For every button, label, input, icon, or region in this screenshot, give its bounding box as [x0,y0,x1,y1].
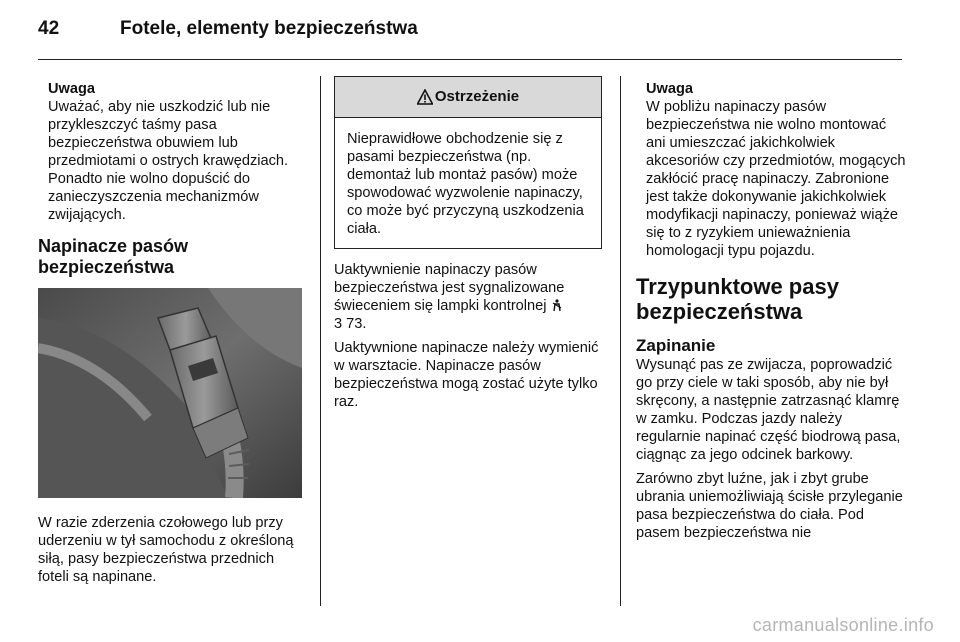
page-number: 42 [38,18,60,39]
warning-text: Nieprawidłowe obchodzenie się z pasami bezpieczeństwa (np. demontaż lub montaż pasów) może spowodować wyzwolenie napinaczy, co może być przyczyną uszkodzenia ciała. [347,131,584,237]
warning-title: Ostrzeżenie [434,88,520,105]
section-heading-pretensioners: Napinacze pasów bezpieczeństwa [38,236,189,277]
note-block-right [646,80,906,260]
activation-paragraph [334,261,604,333]
note-text: Uważać, aby nie uszkodzić lub nie przykleszczyć taśmy pasa bezpieczeństwa obuwiem lub przedmiotami o ostrych krawędziach. Ponadto nie wolno dopuścić do zanieczyszczenia mechanizmów zwijających. [48,99,289,223]
page-header [38,18,902,54]
note-block [48,80,306,224]
activation-text: Uaktywnienie napinaczy pasów bezpieczeństwa jest sygnalizowane świeceniem się lampki kontrolnej [334,262,565,314]
warning-header [335,77,601,118]
page-title: Fotele, elementy bezpieczeństwa [120,18,418,39]
warning-triangle-icon [417,89,433,105]
clothing-paragraph: Zarówno zbyt luźne, jak i zbyt grube ubrania uniemożliwiają ścisłe przyleganie pasa bezpieczeństwa do ciała. Pod pasem bezpieczeństwa nie [636,471,903,541]
header-rule [38,59,902,60]
column-middle [334,68,604,417]
fastening-paragraph: Wysunąć pas ze zwijacza, poprowadzić go przy ciele w taki sposób, aby nie był skręcony, a następnie zatrzasnąć klamrę w zamku. Podczas jazdy należy regularnie napinać część biodrową pasa, ciągnąc za jego odcinek barkowy. [636,357,901,463]
column-divider-1 [320,76,321,606]
column-right [636,68,906,548]
column-divider-2 [620,76,621,606]
watermark-text: carmanualsonline.info [752,615,934,635]
note-text-right: W pobliżu napinaczy pasów bezpieczeństwa nie wolno montować ani umieszczać jakichkolwiek akcesoriów czy przedmiotów, mogących zakłócić pracę napinaczy. Zabronione jest także dokonywanie jakichkolwiek modyfikacji napinaczy, ponieważ wiąże się to z ryzykiem unieważnienia homologacji typu pojazdu. [646,99,906,259]
replacement-paragraph: Uaktywnione napinacze należy wymienić w warsztacie. Napinacze pasów bezpieczeństwa mogą zostać użyte tylko raz. [334,340,599,410]
note-title-right: Uwaga [646,81,694,97]
section-heading-three-point-belts: Trzypunktowe pasy bezpieczeństwa [636,274,839,324]
page-reference: 3 73. [334,316,367,332]
column-left [38,68,306,592]
seatbelt-warning-lamp-icon [551,299,563,312]
warning-box [334,76,602,249]
note-title: Uwaga [48,81,96,97]
photo-caption: W razie zderzenia czołowego lub przy uderzeniu w tył samochodu z określoną siłą, pasy bezpieczeństwa przednich foteli są napinane. [38,515,294,585]
seatbelt-buckle-photo [38,288,302,498]
subheading-fastening: Zapinanie [636,336,716,355]
